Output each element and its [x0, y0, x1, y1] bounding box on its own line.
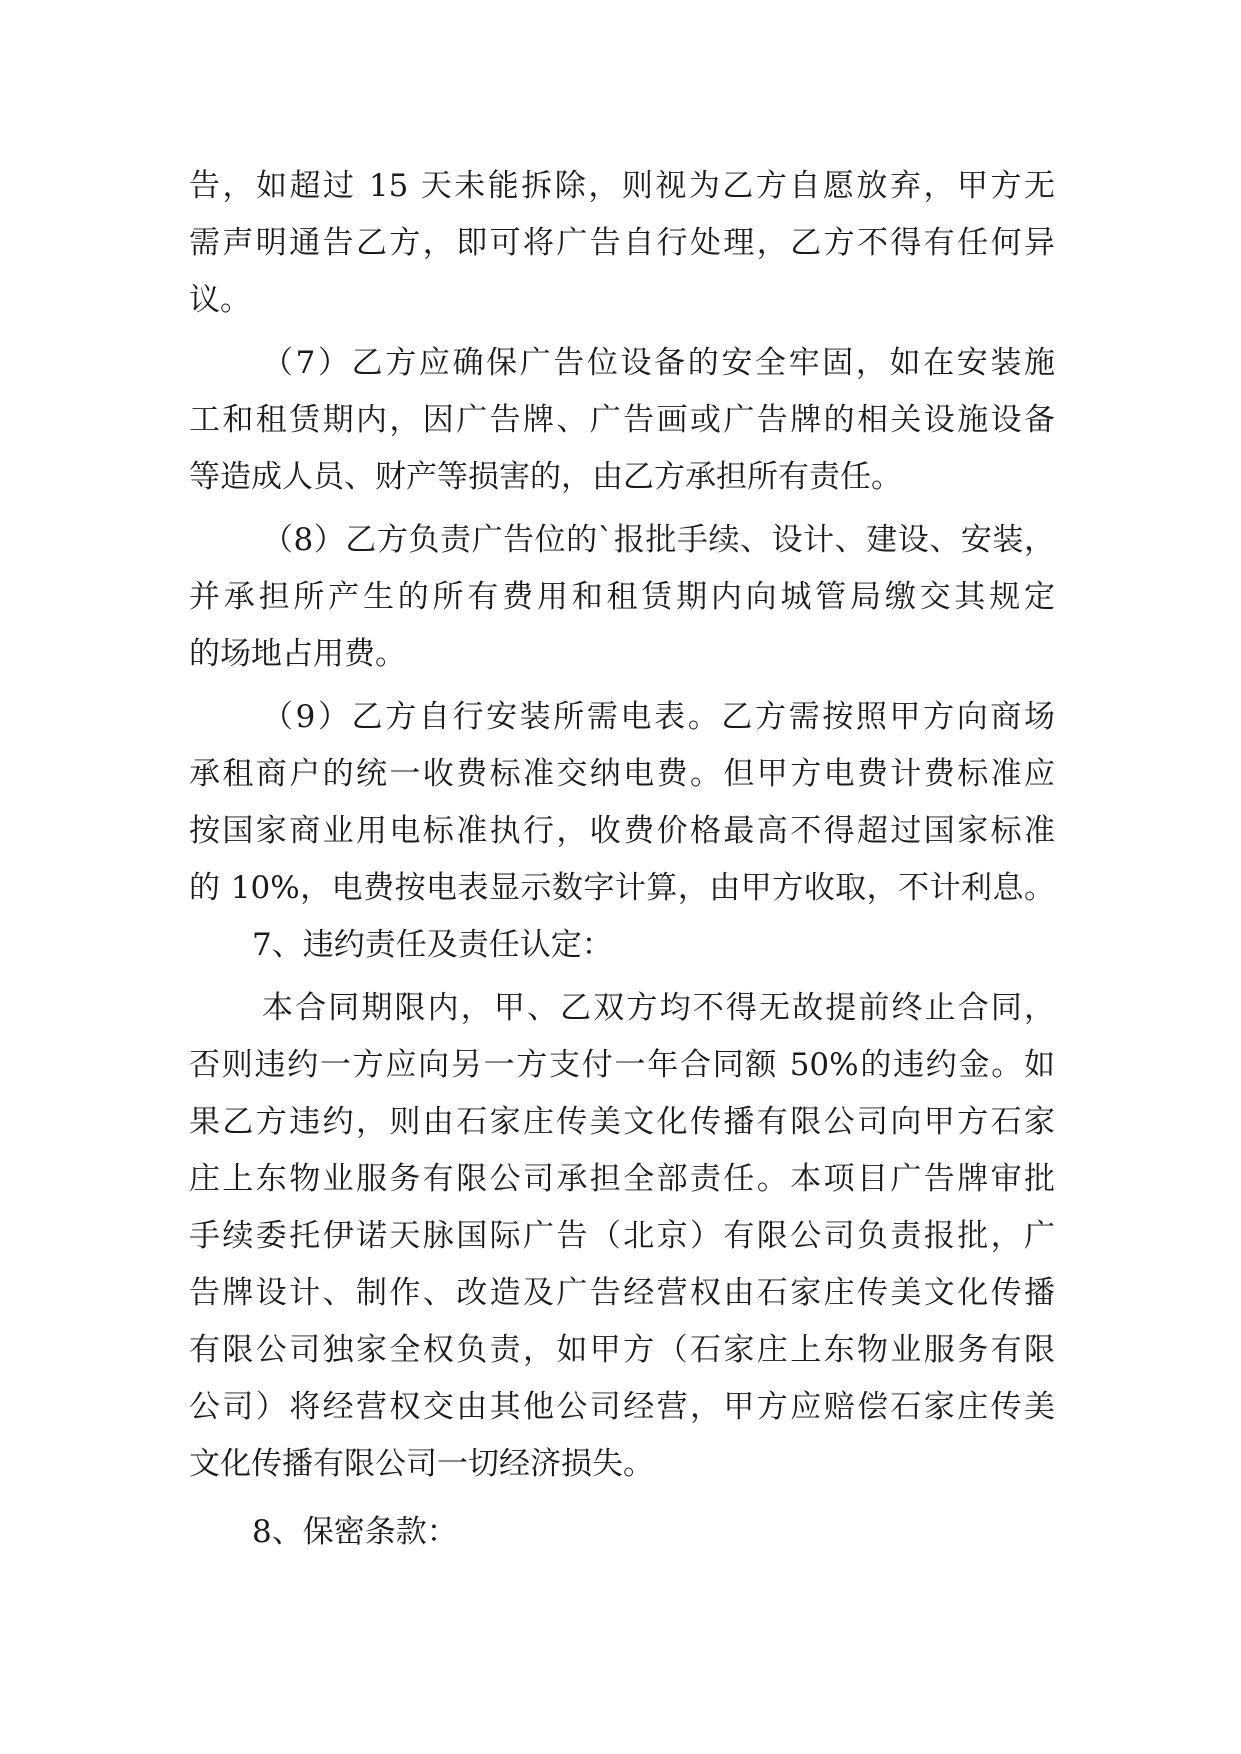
text-line: 议。 [189, 282, 251, 318]
text-line: 按国家商业用电标准执行，收费价格最高不得超过国家标准 [189, 813, 1055, 849]
text-line: 告牌设计、制作、改造及广告经营权由石家庄传美文化传播 [189, 1275, 1055, 1311]
text-line: （9）乙方自行安装所需电表。乙方需按照甲方向商场 [262, 699, 1055, 735]
text-line: 否则违约一方应向另一方支付一年合同额 50%的违约金。如 [189, 1047, 1055, 1083]
text-line: （7）乙方应确保广告位设备的安全牢固，如在安装施 [262, 345, 1055, 381]
text-line: 等造成人员、财产等损害的，由乙方承担所有责任。 [189, 459, 902, 495]
text-line: 庄上东物业服务有限公司承担全部责任。本项目广告牌审批 [189, 1161, 1055, 1197]
section-heading: 8、保密条款： [252, 1514, 458, 1550]
text-line: 有限公司独家全权负责，如甲方（石家庄上东物业服务有限 [189, 1332, 1055, 1368]
text-line: 工和租赁期内，因广告牌、广告画或广告牌的相关设施设备 [189, 402, 1055, 438]
text-line: （8）乙方负责广告位的`报批手续、设计、建设、安装， [262, 522, 1055, 558]
text-line: 的 10%，电费按电表显示数字计算，由甲方收取，不计利息。 [189, 870, 1055, 906]
section-heading: 7、违约责任及责任认定： [252, 927, 613, 963]
text-line: 公司）将经营权交由其他公司经营，甲方应赔偿石家庄传美 [189, 1389, 1055, 1425]
text-line: 需声明通告乙方，即可将广告自行处理，乙方不得有任何异 [189, 225, 1055, 261]
text-line: 文化传播有限公司一切经济损失。 [189, 1446, 654, 1482]
text-line: 本合同期限内，甲、乙双方均不得无故提前终止合同， [262, 990, 1055, 1026]
text-line: 的场地占用费。 [189, 636, 406, 672]
text-line: 手续委托伊诺天脉国际广告（北京）有限公司负责报批，广 [189, 1218, 1055, 1254]
text-line: 果乙方违约，则由石家庄传美文化传播有限公司向甲方石家 [189, 1104, 1055, 1140]
text-line: 承租商户的统一收费标准交纳电费。但甲方电费计费标准应 [189, 756, 1055, 792]
text-line: 告，如超过 15 天未能拆除，则视为乙方自愿放弃，甲方无 [189, 168, 1055, 204]
text-line: 并承担所产生的所有费用和租赁期内向城管局缴交其规定 [189, 579, 1055, 615]
